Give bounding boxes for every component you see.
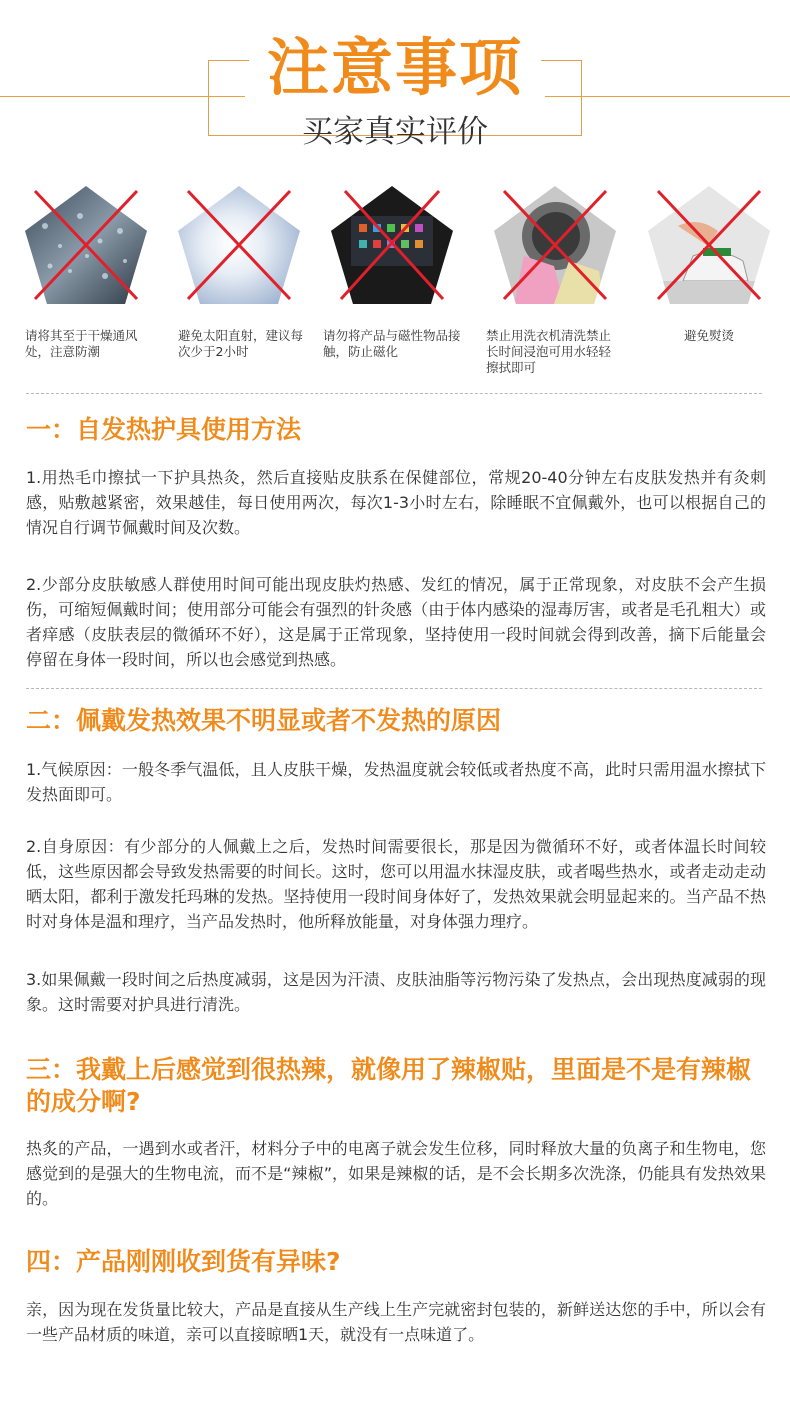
section-heading-usage: 一：自发热护具使用方法	[26, 414, 766, 446]
section-heading-no-heat: 二：佩戴发热效果不明显或者不发热的原因	[26, 705, 766, 737]
divider	[26, 688, 762, 689]
warning-text: 请勿将产品与磁性物品接触，防止磁化	[323, 328, 461, 359]
section-paragraph: 2.自身原因：有少部分的人佩戴上之后，发热时间需要很长，那是因为微循环不好，或者体温长时间较低，这些原因都会导致发热需要的时间长。这时，您可以用温水抹湿皮肤，或者喝些热水，或者走动走动晒太阳，都利于激发托玛琳的发热。坚持使用一段时间身体好了，发热效果就会明显起来的。当产品不热时对身体是温和理疗，当产品发热时，他所释放能量，对身体强力理疗。	[26, 837, 766, 931]
cross-mark-icon	[178, 186, 300, 304]
cross-mark-icon	[331, 186, 453, 304]
section-paragraph: 1.气候原因：一般冬季气温低，且人皮肤干燥，发热温度就会较低或者热度不高，此时只需用温水擦拭下发热面即可。	[26, 760, 766, 804]
section-paragraph: 热炙的产品，一遇到水或者汗，材料分子中的电离子就会发生位移，同时释放大量的负离子和生物电，您感觉到的是强大的生物电流，而不是“辣椒”，如果是辣椒的话，是不会长期多次洗涤，仍能具有发热效果的。	[26, 1139, 766, 1208]
warning-item-iron	[648, 186, 788, 344]
warning-text: 避免熨烫	[683, 328, 734, 343]
warning-text: 请将其至于干燥通风处，注意防潮	[25, 328, 138, 359]
warning-text: 禁止用洗衣机清洗禁止长时间浸泡可用水轻轻擦拭即可	[486, 328, 612, 375]
cross-mark-icon	[25, 186, 147, 304]
header	[0, 0, 790, 160]
section-paragraph: 亲，因为现在发货量比较大，产品是直接从生产线上生产完就密封包装的，新鲜送达您的手中，所以会有一些产品材质的味道，亲可以直接晾晒1天，就没有一点味道了。	[26, 1300, 766, 1344]
divider	[26, 393, 762, 394]
warning-item-sun	[178, 186, 318, 360]
warning-item-washing	[486, 186, 634, 376]
page-title: 注意事项	[266, 31, 523, 104]
page-subtitle: 买家真实评价	[302, 114, 488, 150]
cross-mark-icon	[648, 186, 770, 304]
section-paragraph: 1.用热毛巾擦拭一下护具热灸，然后直接贴皮肤系在保健部位，常规20-40分钟左右皮肤发热并有灸刺感，贴敷越紧密，效果越佳，每日使用两次，每次1-3小时左右，除睡眠不宜佩戴外，也可以根据自己的情况自行调节佩戴时间及次数。	[26, 468, 766, 537]
section-heading-spicy: 三：我戴上后感觉到很热辣，就像用了辣椒贴，里面是不是有辣椒的成分啊?	[26, 1054, 766, 1118]
warning-text: 避免太阳直射，建议每次少于2小时	[178, 328, 304, 359]
warning-item-moisture	[25, 186, 165, 360]
section-paragraph: 2.少部分皮肤敏感人群使用时间可能出现皮肤灼热感、发红的情况，属于正常现象，对皮肤不会产生损伤，可缩短佩戴时间；使用部分可能会有强烈的针灸感（由于体内感染的湿毒厉害，或者是毛孔粗大）或者痒感（皮肤表层的微循环不好），这是属于正常现象，坚持使用一段时间就会得到改善，摘下后能量会停留在身体一段时间，所以也会感觉到热感。	[26, 575, 766, 669]
warning-item-magnetic	[323, 186, 471, 360]
section-paragraph: 3.如果佩戴一段时间之后热度减弱，这是因为汗渍、皮肤油脂等污物污染了发热点，会出现热度减弱的现象。这时需要对护具进行清洗。	[26, 970, 766, 1014]
cross-mark-icon	[494, 186, 616, 304]
section-heading-odor: 四：产品刚刚收到货有异味?	[26, 1246, 766, 1278]
warning-icons-row	[0, 160, 790, 400]
